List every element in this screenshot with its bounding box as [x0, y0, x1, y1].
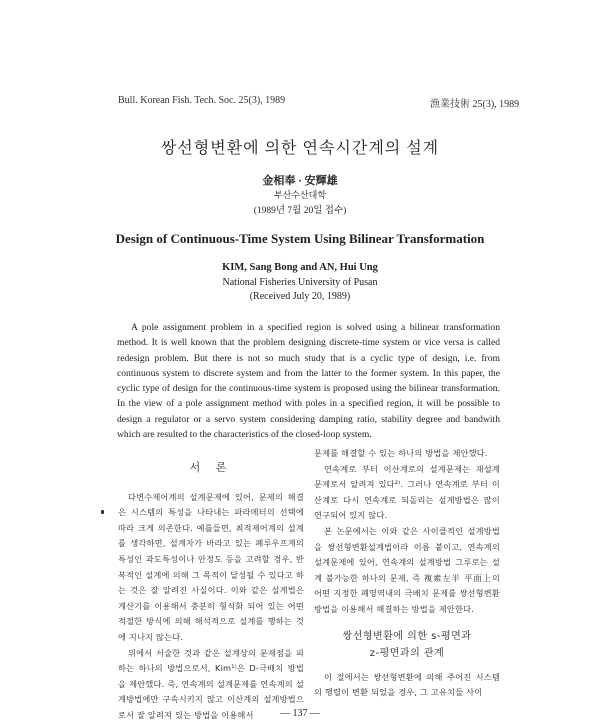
intro-paragraph-2-cont: 문제를 해결할 수 있는 하나의 방법을 제안했다. [314, 448, 488, 458]
affiliation-korean: 부산수산대학 [273, 190, 327, 200]
section-heading-relation [314, 628, 500, 662]
intro-paragraph-1: 다변수제어계의 설계문제에 있어, 문제의 해결은 시스템의 특성을 나타내는 파라메터의 선택에 따라 크게 의존한다. 예를들면, 최적제어계의 설계를 생각하면, 설계자가 바라고 있는 폐루우프계의 특성인 과도특성이나 안정도 등을 고려할 경우, 반복적인 설계에 의해 그 목적이 달성될 수 있다고 하는 것은 잘 알려진 사실이다. 이와 같은 설계법은 계산기를 이용해서 충분히 형식화 되어 있는 어떤 적절한 방식에 의해 해석적으로 설계를 행하는 것에 지나지 않는다. [118, 491, 304, 642]
intro-paragraph-4: 본 논문에서는 이와 같은 사이클적인 설계방법을 쌍선형변환설계법이라 이름 붙이고, 연속계의 설계문제에 있어, 연속계의 설계방법 그루로는 설계 불가능한 하나의 문제, 즉 複素左半 平面上의 어떤 지정한 폐영역내의 극배치 문제를 쌍선형변환방법을 이용해서 해결하는 방법을 제안한다. [314, 525, 500, 614]
intro-paragraph-3: 연속계로 부터 이산계로의 설계문제는 재설계 문제로서 알려져 있다²⁾. 그러나 연속계로 부터 이산계로 다시 연속계로 되돌리는 설계방법은 많이 연구되어 있지 않다. [314, 463, 500, 521]
journal-citation-right: 漁業技術 25(3), 1989 [430, 99, 520, 110]
journal-citation-left: Bull. Korean Fish. Tech. Soc. 25(3), 1989 [118, 95, 286, 106]
authors-korean: 金相奉 · 安輝雄 [262, 175, 338, 187]
abstract [117, 320, 500, 442]
received-date-korean: (1989년 7월 20일 접수) [253, 206, 347, 216]
received-date-english: (Received July 20, 1989) [249, 291, 351, 302]
section-paragraph-1: 이 절에서는 쌍선형변환에 의해 주어진 시스템의 행렬이 변환 되었을 경우, 그 고유치들 사이 [314, 671, 500, 698]
body-column-right [314, 446, 500, 701]
section-heading-line-2: z-평면과의 관계 [369, 647, 445, 659]
intro-paragraph-2: 위에서 서술한 것과 같은 설계상의 문제점을 피하는 하나의 방법으로서, Kim¹⁾은 D-극배치 방법을 제안했다. 즉, 연속계의 설계문제를 연속계의 설계방법에만 구속시키지 않고 이산계의 설계방법으로서 잘 알려져 있는 방법을 이용해서 [118, 647, 304, 720]
abstract-text: A pole assignment problem in a specified region is solved using a bilinear transformation method. It is well known that the problem designing discrete-time system or vice versa is called redesign problem. But there is not so much study that is a cyclic type of design, i.e. from continuous system to discrete system and from the latter to the former system. In this paper, the cyclic type of design for the continuous-time system is proposed using the bilinear transformation. In the view of a pole assignment method with poles in a specified region, it will be possible to design a regulator or a servo system considering damping ratio, stability degree and bandwith which are resulted to the characteristics of the closed-loop system. [117, 322, 500, 441]
margin-mark [101, 510, 104, 514]
page-number: — 137 — [280, 708, 320, 719]
section-heading-line-1: 쌍선형변환에 의한 s-평면과 [342, 630, 472, 642]
affiliation-english: National Fisheries University of Pusan [222, 277, 378, 288]
title-english: Design of Continuous-Time System Using Bilinear Transformation [115, 231, 485, 246]
section-heading-introduction: 서 론 [189, 461, 233, 474]
title-korean: 쌍선형변환에 의한 연속시간계의 설계 [160, 140, 440, 157]
authors-english: KIM, Sang Bong and AN, Hui Ung [222, 262, 378, 273]
body-column-left [118, 446, 304, 724]
